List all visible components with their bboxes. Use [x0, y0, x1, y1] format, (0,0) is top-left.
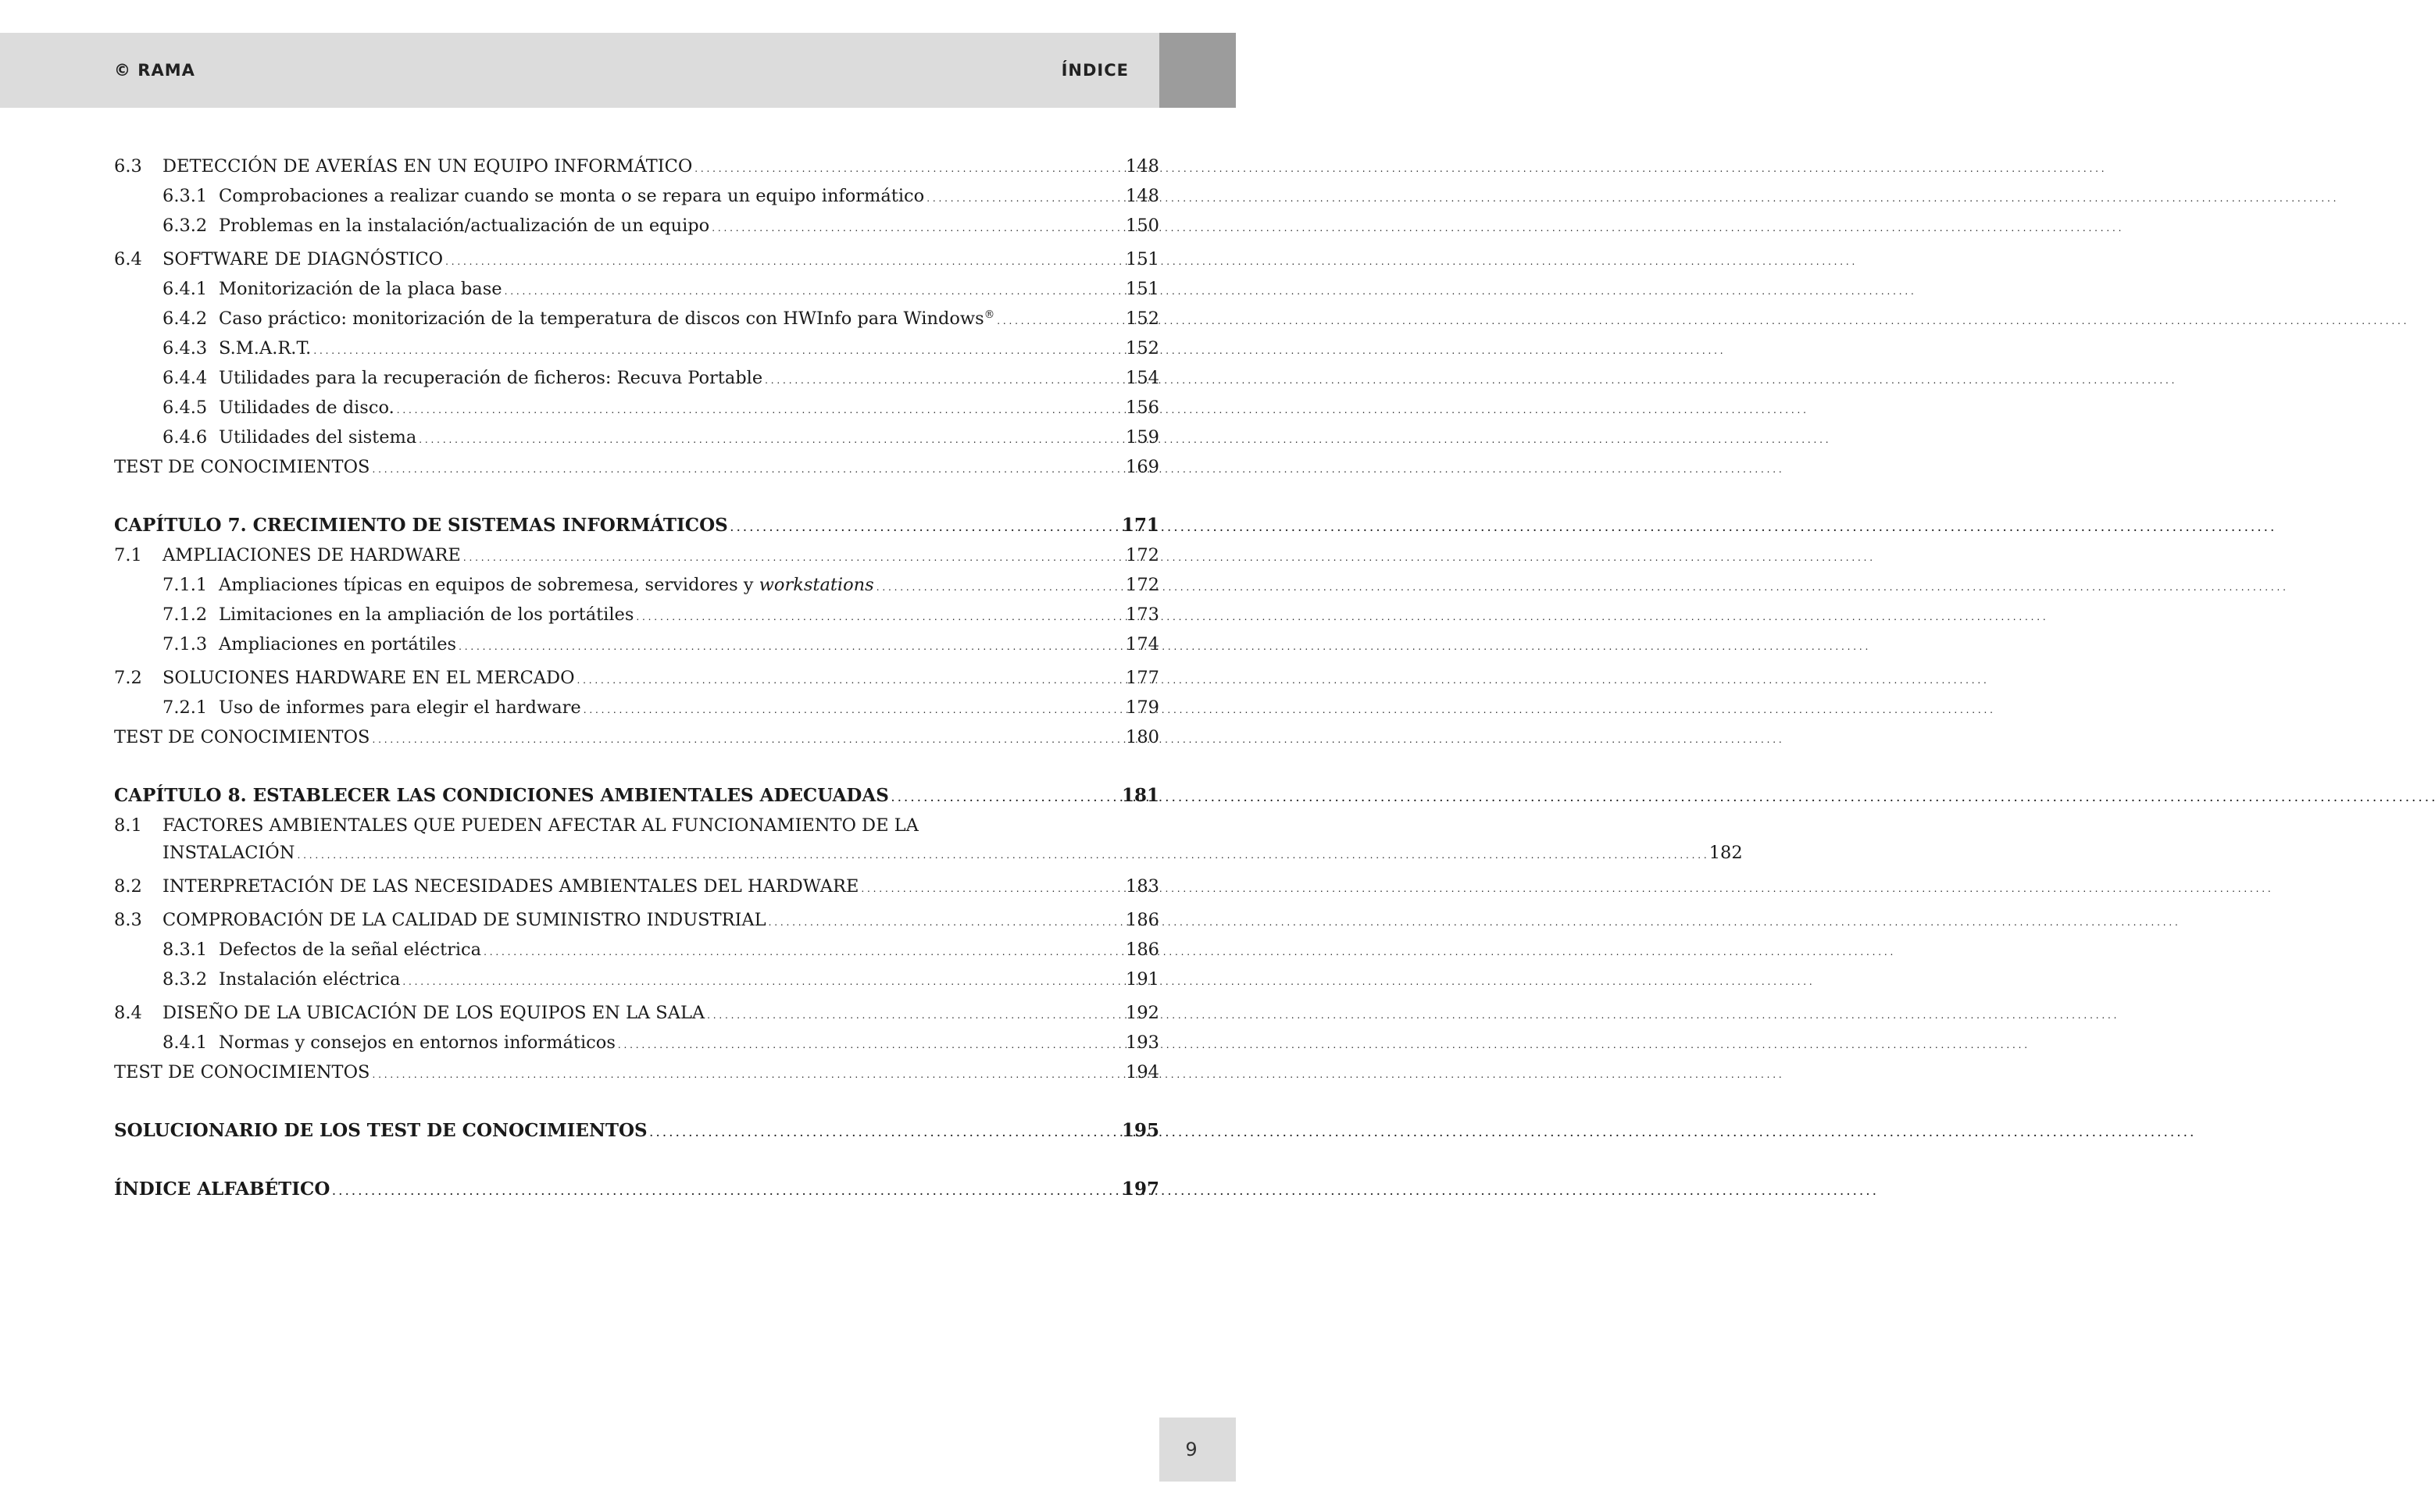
toc-leader: [402, 966, 1123, 996]
toc-number: 8.3: [114, 910, 142, 930]
toc-number: 6.4.1: [162, 279, 208, 299]
toc-entry[interactable]: [114, 246, 1159, 276]
toc-entry[interactable]: [114, 936, 1159, 966]
running-head-publisher: © RAMA: [114, 61, 195, 80]
toc-page: 154: [1126, 368, 1159, 388]
toc-title: [219, 305, 994, 333]
toc-title: [219, 572, 874, 599]
toc-entry[interactable]: [114, 276, 1159, 305]
toc-page: 193: [1126, 1032, 1159, 1053]
toc-entry[interactable]: [114, 1029, 1159, 1059]
toc-entry[interactable]: [114, 907, 1159, 936]
toc-entry[interactable]: [114, 665, 1159, 694]
toc-entry[interactable]: [114, 153, 1159, 183]
toc-title: INTERPRETACIÓN DE LAS NECESIDADES AMBIENTALES DEL HARDWARE: [162, 876, 859, 897]
toc-chapter-title: CAPÍTULO 7. CRECIMIENTO DE SISTEMAS INFORMÁTICOS: [114, 515, 728, 536]
toc-chapter[interactable]: [114, 512, 1159, 542]
toc-title: TEST DE CONOCIMIENTOS: [114, 727, 370, 747]
running-head-section: ÍNDICE: [1061, 61, 1129, 80]
toc-leader: [577, 665, 1124, 694]
toc-entry[interactable]: [114, 724, 1159, 754]
toc-entry[interactable]: [114, 631, 1159, 661]
toc-number: 8.4.1: [162, 1032, 208, 1053]
toc-page: 151: [1126, 249, 1159, 269]
toc-page: 148: [1126, 156, 1159, 177]
toc-number: 7.1.2: [162, 604, 208, 625]
toc-entry[interactable]: [114, 335, 1159, 365]
toc-page: 171: [1121, 515, 1159, 536]
toc-page: 152: [1126, 308, 1159, 329]
toc-number: 8.3.2: [162, 969, 208, 990]
toc-page: 156: [1126, 398, 1159, 418]
toc-page: 159: [1126, 427, 1159, 448]
toc-number: 7.1: [114, 545, 142, 565]
toc-title: Uso de informes para elegir el hardware: [219, 697, 581, 718]
toc-number: 7.2.1: [162, 697, 208, 718]
toc-leader: [650, 1117, 1119, 1147]
toc-title-continued: INSTALACIÓN: [162, 843, 295, 863]
toc-page: 169: [1126, 457, 1159, 477]
registered-mark: ®: [984, 308, 995, 321]
toc-leader: [618, 1029, 1123, 1059]
toc-entry[interactable]: [114, 542, 1159, 572]
toc-title: Limitaciones en la ampliación de los portátiles: [219, 604, 634, 625]
toc-number: 7.1.3: [162, 634, 208, 654]
toc-number: 6.4.3: [162, 338, 208, 358]
toc-chapter-title: ÍNDICE ALFABÉTICO: [114, 1179, 330, 1200]
toc-entry[interactable]: [114, 394, 1159, 424]
toc-page: 179: [1126, 697, 1159, 718]
toc-title: FACTORES AMBIENTALES QUE PUEDEN AFECTAR AL FUNCIONAMIENTO DE LA: [162, 815, 919, 836]
toc-leader: [372, 1059, 1123, 1089]
toc-leader: [459, 631, 1123, 661]
toc-leader: [313, 335, 1123, 365]
toc-page: 180: [1126, 727, 1159, 747]
toc-page: 150: [1126, 216, 1159, 236]
toc-leader: [765, 365, 1123, 394]
toc-number: 6.3.1: [162, 186, 208, 206]
toc-title: AMPLIACIONES DE HARDWARE: [162, 545, 461, 565]
toc-page: 172: [1126, 575, 1159, 595]
toc-entry[interactable]: [114, 812, 1743, 869]
toc-wrapped-title: [162, 812, 1743, 869]
toc-title: Problemas en la instalación/actualización de un equipo: [219, 216, 710, 236]
toc-leader: [463, 542, 1123, 572]
toc-number: 6.4.5: [162, 398, 208, 418]
toc-title-text: Ampliaciones típicas en equipos de sobremesa, servidores y: [219, 575, 759, 595]
toc-title: Normas y consejos en entornos informáticos: [219, 1032, 616, 1053]
toc-number: 6.4: [114, 249, 142, 269]
toc-page: 148: [1126, 186, 1159, 206]
toc-entry[interactable]: [114, 873, 1159, 903]
toc-entry[interactable]: [114, 601, 1159, 631]
toc-entry[interactable]: [114, 365, 1159, 394]
toc-chapter[interactable]: [114, 782, 1159, 812]
toc-page: 152: [1126, 338, 1159, 358]
toc-number: 6.3.2: [162, 216, 208, 236]
toc-leader: [997, 305, 1123, 335]
toc-leader: [636, 601, 1123, 631]
toc-leader: [505, 276, 1123, 305]
toc-page: 172: [1126, 545, 1159, 565]
toc-entry[interactable]: [114, 694, 1159, 724]
toc-title-line2: [162, 840, 1743, 869]
header-tab: [1159, 33, 1236, 108]
toc-leader: [861, 873, 1123, 903]
toc-leader: [927, 183, 1123, 212]
toc-number: 6.4.6: [162, 427, 208, 448]
toc-leader: [419, 424, 1123, 454]
toc-leader: [372, 724, 1123, 754]
toc-title: Utilidades de disco.: [219, 398, 395, 418]
toc-title-text: Caso práctico: monitorización de la temperatura de discos con HWInfo para Windows: [219, 308, 984, 329]
toc-leader: [877, 572, 1123, 601]
toc-page: 186: [1126, 910, 1159, 930]
toc-entry[interactable]: [114, 1059, 1159, 1089]
toc-title: Monitorización de la placa base: [219, 279, 502, 299]
toc-entry[interactable]: [114, 1000, 1159, 1029]
toc-number: 6.4.4: [162, 368, 208, 388]
toc-entry[interactable]: [114, 212, 1159, 242]
toc-number: 8.1: [114, 815, 142, 836]
page-number: 9: [1185, 1439, 1198, 1460]
toc-chapter-title: SOLUCIONARIO DE LOS TEST DE CONOCIMIENTOS: [114, 1120, 648, 1141]
toc-entry[interactable]: [114, 966, 1159, 996]
toc-page: 173: [1126, 604, 1159, 625]
toc-page: 151: [1126, 279, 1159, 299]
toc-title: TEST DE CONOCIMIENTOS: [114, 1062, 370, 1082]
toc-leader: [297, 840, 1706, 869]
toc-page: 174: [1126, 634, 1159, 654]
toc-title: Instalación eléctrica: [219, 969, 401, 990]
toc-title: Utilidades para la recuperación de ficheros: Recuva Portable: [219, 368, 763, 388]
toc-number: 8.4: [114, 1003, 142, 1023]
table-of-contents: [114, 153, 1743, 1206]
toc-leader: [694, 153, 1123, 183]
toc-title: Utilidades del sistema: [219, 427, 417, 448]
toc-title: COMPROBACIÓN DE LA CALIDAD DE SUMINISTRO INDUSTRIAL: [162, 910, 766, 930]
toc-title: Comprobaciones a realizar cuando se monta o se repara un equipo informático: [219, 186, 925, 206]
toc-number: 7.1.1: [162, 575, 208, 595]
toc-page: 195: [1121, 1120, 1159, 1141]
toc-number: 7.2: [114, 668, 142, 688]
toc-page: 186: [1126, 940, 1159, 960]
toc-page: 192: [1126, 1003, 1159, 1023]
toc-page: 177: [1126, 668, 1159, 688]
toc-number: 8.3.1: [162, 940, 208, 960]
toc-entry[interactable]: [114, 424, 1159, 454]
toc-page: 182: [1708, 843, 1743, 863]
toc-title: S.M.A.R.T.: [219, 338, 312, 358]
toc-title: SOFTWARE DE DIAGNÓSTICO: [162, 249, 444, 269]
toc-leader: [372, 454, 1123, 483]
toc-page: 181: [1121, 785, 1159, 806]
toc-number: 6.4.2: [162, 308, 208, 329]
toc-leader: [484, 936, 1123, 966]
toc-page: 194: [1126, 1062, 1159, 1082]
toc-leader: [707, 1000, 1123, 1029]
toc-title: Defectos de la señal eléctrica: [219, 940, 482, 960]
toc-leader: [397, 394, 1123, 424]
toc-leader: [712, 212, 1123, 242]
toc-entry[interactable]: [114, 572, 1159, 601]
toc-leader: [730, 512, 1119, 542]
toc-leader: [584, 694, 1123, 724]
toc-chapter-title: CAPÍTULO 8. ESTABLECER LAS CONDICIONES AMBIENTALES ADECUADAS: [114, 785, 889, 806]
toc-leader: [891, 782, 1119, 812]
toc-chapter[interactable]: [114, 1175, 1159, 1206]
toc-number: 8.2: [114, 876, 142, 897]
toc-title-italic: workstations: [759, 575, 874, 595]
toc-leader: [769, 907, 1123, 936]
toc-leader: [332, 1175, 1119, 1206]
toc-entry[interactable]: [114, 454, 1159, 483]
toc-title: DETECCIÓN DE AVERÍAS EN UN EQUIPO INFORMÁTICO: [162, 156, 693, 177]
toc-chapter[interactable]: [114, 1117, 1159, 1147]
toc-leader: [445, 246, 1123, 276]
toc-number: 6.3: [114, 156, 142, 177]
toc-page: 183: [1126, 876, 1159, 897]
toc-title: SOLUCIONES HARDWARE EN EL MERCADO: [162, 668, 575, 688]
toc-entry[interactable]: [114, 305, 1159, 335]
toc-page: 191: [1126, 969, 1159, 990]
toc-title: Ampliaciones en portátiles: [219, 634, 457, 654]
toc-page: 197: [1121, 1179, 1159, 1200]
toc-title: TEST DE CONOCIMIENTOS: [114, 457, 370, 477]
toc-title: DISEÑO DE LA UBICACIÓN DE LOS EQUIPOS EN LA SALA: [162, 1003, 705, 1023]
toc-entry[interactable]: [114, 183, 1159, 212]
